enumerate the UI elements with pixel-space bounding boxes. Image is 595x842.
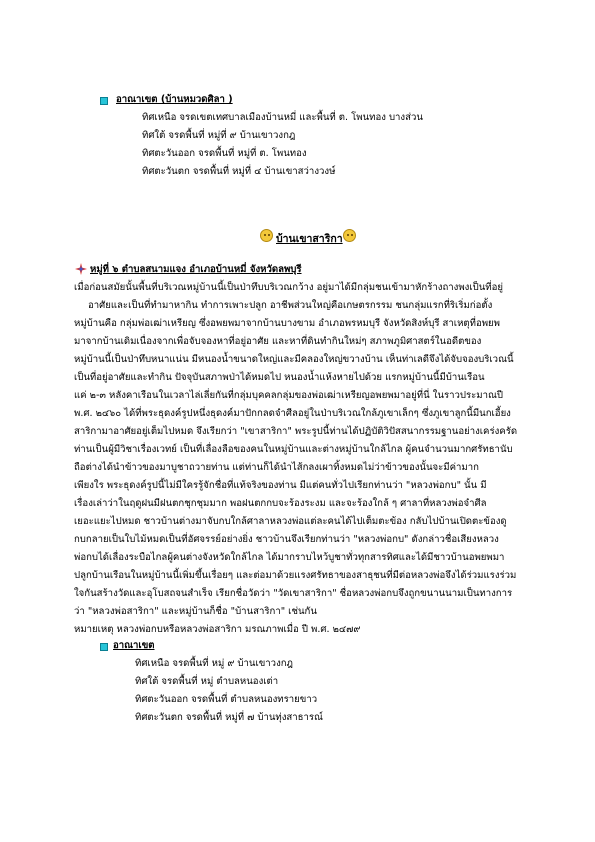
paragraph-line: หมู่บ้านคือ กลุ่มพ่อเฒ่าเหรียญ ซึ่งอพยพมาจากบ้านบางขาม อำเภอพรหมบุรี จังหวัดสิงห์บุรี สาเหตุที่อพยพ <box>74 318 500 329</box>
paragraph-line: สาริกามาอาศัยอยู่เต็มไปหมด จึงเรียกว่า "เขาสาริกา" พระรูปนี้ท่านได้ปฏิบัติวิปัสสนากรรมฐานอย่างเคร่งครัด <box>74 426 518 437</box>
section3-line: ทิศตะวันออก จรดพื้นที่ ตำบลหนองทรายขาว <box>135 694 318 705</box>
square-bullet-icon <box>100 643 108 651</box>
section3-line: ทิศตะวันตก จรดพื้นที่ หมู่ที่ ๗ บ้านทุ่งสาธารณ์ <box>135 712 323 723</box>
section1-line: ทิศเหนือ จรดเขตเทศบาลเมืองบ้านหมี่ และพื้นที่ ต. โพนทอง บางส่วน <box>142 112 423 123</box>
paragraph-line: เมื่อก่อนสมัยนั้นพื้นที่บริเวณหมู่บ้านนี้เป็นป่าทึบบริเวณกว้าง อยู่มาได้มีกลุ่มชนเข้ามาหักร้างถางพงเป็นที่อยู่ <box>74 282 503 293</box>
section3-heading: อาณาเขต <box>113 640 155 651</box>
paragraph-line: ปลูกบ้านเรือนในหมู่บ้านนี้เพิ่มขึ้นเรื่อยๆ และต่อมาด้วยแรงศรัทธาของสาธุชนที่มีต่อหลวงพ่อจึงได้ร่วมแรงร่วม <box>74 570 517 581</box>
paragraph-line: ว่า "หลวงพ่อสาริกา" และหมู่บ้านก็ชื่อ "บ้านสาริกา" เช่นกัน <box>74 606 317 617</box>
paragraph-line: ใจกันสร้างวัดและอุโบสถจนสำเร็จ เรียกชื่อวัดว่า "วัดเขาสาริกา" ชื่อหลวงพ่อกบจึงถูกขนานนามเป็นทางการ <box>74 588 513 599</box>
paragraph-line: ท่านเป็นผู้มีวิชาเรื่องเวทย์ เป็นที่เลื่องลือของคนในหมู่บ้านและต่างหมู่บ้านใกล้ไกล ผู้คนจำนวนมากศรัทธานับ <box>74 444 513 455</box>
paragraph-line: พ.ศ. ๒๔๖๐ ได้ที่พระธุดงค์รูปหนึ่งธุดงค์มาปักกลดจำศีลอยู่ในป่าบริเวณใกล้ภูเขาเล็กๆ ซึ่งภูเขาลูกนี้มีนกเอี้ยง <box>74 408 511 419</box>
paragraph-line: พ่อกบได้เลื่องระบือไกลผู้คนต่างจังหวัดใกล้ไกล ได้มากราบไหว้บูชาทั่วทุกสารทิศและได้มีชาวบ้านอพยพมา <box>74 552 505 563</box>
paragraph-line: หมู่บ้านนี้เป็นป่าทึบหนาแน่น มีหนองน้ำขนาดใหญ่และมีคลองใหญ่ขวางบ้าน เห็นท่าเลดีจึงได้จับจองบริเวณนี้ <box>74 354 514 365</box>
note-line: หมายเหตุ หลวงพ่อกบหรือหลวงพ่อสาริกา มรณภาพเมื่อ ปี พ.ศ. ๒๔๗๙ <box>74 624 361 635</box>
section3-line: ทิศใต้ จรดพื้นที่ หมู่ ตำบลหนองเต่า <box>135 676 279 687</box>
section1-line: ทิศใต้ จรดพื้นที่ หมู่ที่ ๙ บ้านเขาวงกฎ <box>142 130 296 141</box>
paragraph-line: กบกลายเป็นใบไม้หมดเป็นที่อัศจรรย์อย่างยิ่ง ชาวบ้านจึงเรียกท่านว่า "หลวงพ่อกบ" ดังกล่าวชื่อเสียงหลวง <box>74 534 499 545</box>
smiley-icon <box>343 229 356 242</box>
square-bullet-icon <box>100 97 108 105</box>
section1-heading: อาณาเขต (บ้านหมวดศิลา ) <box>116 94 233 105</box>
paragraph-line: มาจากบ้านเดิมเนื่องจากเพื่อจับจองหาที่อยู่อาศัย และหาที่ดินทำกินใหม่ๆ สภาพภูมิศาสตร์ในอดีตของ <box>74 336 482 347</box>
paragraph-line: เรื่องเล่าว่าในฤดูฝนมีฝนตกชุกชุมมาก พอฝนตกกบจะร้องระงม และจะร้องใกล้ ๆ ศาลาที่หลวงพ่อจำศีล <box>74 498 487 509</box>
paragraph-line: เยอะแยะไปหมด ชาวบ้านต่างมาจับกบใกล้ศาลาหลวงพ่อแต่ละคนได้ไปเต็มตะข้อง กลับไปบ้านเปิดตะข้องดู <box>74 516 507 527</box>
page-title: บ้านเขาสาริกา <box>276 233 343 245</box>
paragraph-line: แค่ ๒-๓ หลังคาเรือนในเวลาไล่เลี่ยกันที่กลุ่มบุคคลกลุ่มของพ่อเฒ่าเหรียญอพยพมาอยู่ที่นี่ ในราวประมาณปี <box>74 390 503 401</box>
smiley-icon <box>260 229 273 242</box>
paragraph-line: เพียงใร พระธุดงค์รูปนี้ไม่มีใครรู้จักชื่อที่แท้จริงของท่าน มีแต่คนทั่วไปเรียกท่านว่า "หลวงพ่อกบ" นั้น มี <box>74 480 487 491</box>
section1-line: ทิศตะวันตก จรดพื้นที่ หมู่ที่ ๔ บ้านเขาสว่างวงษ์ <box>142 166 336 177</box>
star-icon <box>75 263 87 275</box>
section1-line: ทิศตะวันออก จรดพื้นที่ หมู่ที่ ต. โพนทอง <box>142 148 307 159</box>
paragraph-line: อาศัยและเป็นที่ทำมาหากิน ทำการเพาะปลูก อาชีพส่วนใหญ่คือเกษตรกรรม ชนกลุ่มแรกที่ริเริ่มก่อตั้ง <box>88 300 493 311</box>
paragraph-line: ถือต่างได้นำข้าวของมาบูชาถวายท่าน แต่ท่านก็ได้นำไส้กลงเผาทิ้งหมดไม่ว่าข้าวของนั้นจะมีค่ามาก <box>74 462 479 473</box>
paragraph-line: เป็นที่อยู่อาศัยและทำกิน ปัจจุบันสภาพป่าได้หมดไป หนองน้ำแห้งหายไปด้วย แรกหมู่บ้านนี้มีบ้านเรือน <box>74 372 485 383</box>
section2-heading: หมู่ที่ ๖ ตำบลสนามแจง อำเภอบ้านหมี่ จังหวัดลพบุรี <box>90 264 302 275</box>
section3-line: ทิศเหนือ จรดพื้นที่ หมู่ ๙ บ้านเขาวงกฎ <box>135 658 294 669</box>
